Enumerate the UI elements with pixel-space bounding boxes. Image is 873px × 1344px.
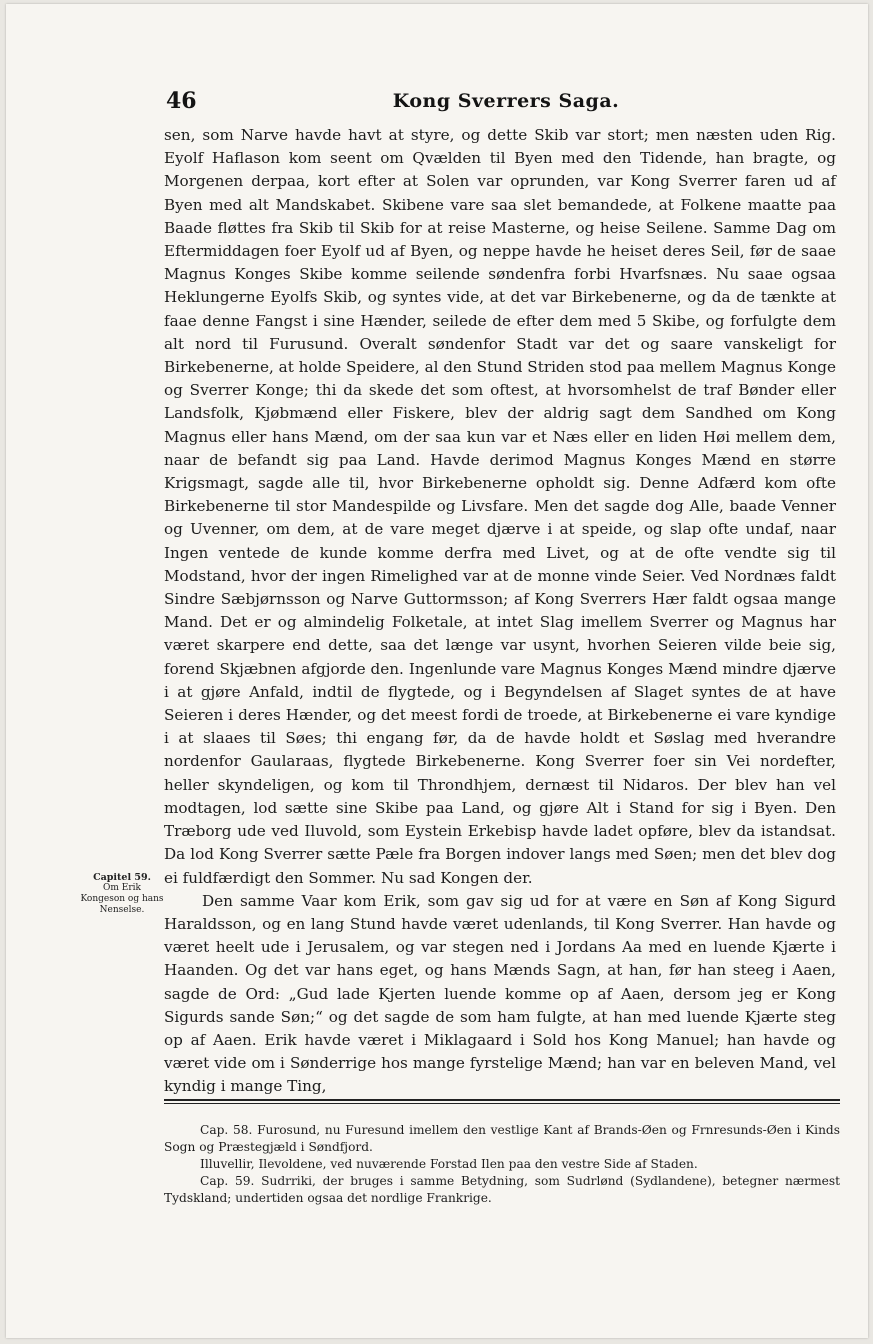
running-title: Kong Sverrers Saga.: [392, 90, 620, 112]
margin-note-text: Om Erik Kongeson og hans Nenselse.: [80, 883, 164, 915]
footnote: Cap. 58. Furosund, nu Furesund imellem den vestlige Kant af Brands-Øen og Frnresunds-Øen i Kinds Sogn og Præstegjæld i Søndfjord.: [164, 1123, 840, 1154]
main-text: [164, 124, 836, 1099]
margin-note: [80, 872, 164, 916]
margin-note-chapter: Capitel 59.: [93, 872, 151, 883]
page-number: 46: [166, 88, 197, 114]
paragraph: Den samme Vaar kom Erik, som gav sig ud for at være en Søn af Kong Sigurd Haraldsson, og en lang Stund havde været udenlands, til Kong Sverrer. Han havde og været heelt ude i Jerusalem, og var stegen ned i Jordans Aa med en luende Kjærte i Haanden. Og det var hans eget, og hans Mænds Sagn, at han, før han steeg i Aaen, sagde de Ord: „Gud lade Kjerten luende komme op af Aaen, dersom jeg er Kong Sigurds sande Søn;“ og det sagde de som ham fulgte, at han med luende Kjærte steg op af Aaen. Erik havde været i Miklagaard i Sold hos Kong Manuel; han havde og været vide om i Sønderrige hos mange fyrstelige Mænd; han var en beleven Mand, vel kyndig i mange Ting,: [164, 891, 836, 1096]
footnote: Cap. 59. Sudrriki, der bruges i samme Betydning, som Sudrlønd (Sydlandene), betegner nærmest Tydskland; undertiden ogsaa det nordlige Frankrige.: [164, 1174, 840, 1205]
footnote: Illuvellir, Ilevoldene, ved nuværende Forstad Ilen paa den vestre Side af Staden.: [200, 1157, 698, 1171]
footnote-divider: [164, 1099, 840, 1104]
paragraph: sen, som Narve havde havt at styre, og dette Skib var stort; men næsten uden Rig. Eyolf Haflason kom seent om Qvælden til Byen med den Tidende, han bragte, og Morgenen derpaa, kort efter at Solen var oprunden, var Kong Sverrer faren ud af Byen med alt Mandskabet. Skibene vare saa slet bemandede, at Folkene maatte paa Baade fløttes fra Skib til Skib for at reise Masterne, og heise Seilene. Samme Dag om Eftermiddagen foer Eyolf ud af Byen, og neppe havde he heiset deres Seil, før de saae Magnus Konges Skibe komme seilende søndenfra forbi Hvarfsnæs. Nu saae ogsaa Heklungerne Eyolfs Skib, og syntes vide, at det var Birkebenerne, og da de tænkte at faae denne Fangst i sine Hænder, seilede de efter dem med 5 Skibe, og forfulgte dem alt nord til Furusund. Overalt søndenfor Stadt var det og saare vanskeligt for Birkebenerne, at holde Speidere, al den Stund Striden stod paa mellem Magnus Konge og Sverrer Konge; thi da skede det som oftest, at hvorsomhelst de traf Bønder eller Landsfolk, Kjøbmænd eller Fiskere, blev der aldrig sagt dem Sandhed om Kong Magnus eller hans Mænd, om der saa kun var et Næs eller en liden Høi mellem dem, naar de befandt sig paa Land. Havde derimod Magnus Konges Mænd en større Krigsmagt, sagde alle til, hvor Birkebenerne opholdt sig. Denne Adfærd kom ofte Birkebenerne til stor Mandespilde og Livsfare. Men det sagde dog Alle, baade Venner og Uvenner, om dem, at de vare meget djærve i at speide, og slap ofte undaf, naar Ingen ventede de kunde komme derfra med Livet, og at de ofte vendte sig til Modstand, hvor der ingen Rimelighed var at de monne vinde Seier. Ved Nordnæs faldt Sindre Sæbjørnsson og Narve Guttormsson; af Kong Sverrers Hær faldt ogsaa mange Mand. Det er og almindelig Folketale, at intet Slag imellem Sverrer og Magnus har været skarpere end dette, saa det længe var usynt, hvorhen Seieren vilde beie sig, forend Skjæbnen afgjorde den. Ingenlunde vare Magnus Konges Mænd mindre djærve i at gjøre Anfald, indtil de flygtede, og i Begyndelsen af Slaget syntes de at have Seieren i deres Hænder, og det meest fordi de troede, at Birkebenerne ei vare kyndige i at slaaes til Søes; thi engang før, da de havde holdt et Søslag med hverandre nordenfor Gaularaas, flygtede Birkebenerne. Kong Sverrer foer sin Vei nordefter, heller skyndeligen, og kom til Throndhjem, dernæst til Nidaros. Der blev han vel modtagen, lod sætte sine Skibe paa Land, og gjøre Alt i Stand for sig i Byen. Den Træborg ude ved Iluvold, som Eystein Erkebisp havde ladet opføre, blev da istandsat. Da lod Kong Sverrer sætte Pæle fra Borgen indover langs med Søen; men det blev dog ei fuldfærdigt den Sommer. Nu sad Kongen der.: [164, 126, 836, 887]
footnotes: [164, 1122, 840, 1207]
page-header: [166, 88, 846, 122]
